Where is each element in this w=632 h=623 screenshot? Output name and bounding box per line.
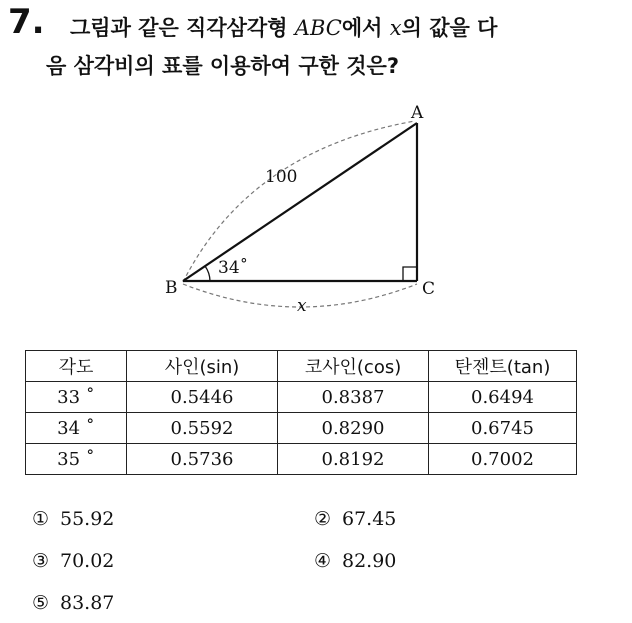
option-marker: ⑤ <box>32 592 50 614</box>
option-value: 70.02 <box>60 550 115 572</box>
option-value: 67.45 <box>342 508 397 530</box>
trig-ratio-table <box>25 350 577 475</box>
option-marker: ③ <box>32 550 50 572</box>
question-text-line2: 음 삼각비의 표를 이용하여 구한 것은? <box>46 54 400 78</box>
option-value: 55.92 <box>60 508 115 530</box>
table-row <box>26 382 577 413</box>
table-header-row <box>26 351 577 382</box>
question-text-mid: 에서 <box>341 16 390 40</box>
option-marker: ① <box>32 508 50 530</box>
table-cell: 0.8387 <box>278 382 429 413</box>
table-cell: 0.8290 <box>278 413 429 444</box>
table-header: 코사인(cos) <box>278 351 429 382</box>
triangle-name: ABC <box>294 16 342 40</box>
table-cell: 34 ˚ <box>26 413 127 444</box>
table-header: 각도 <box>26 351 127 382</box>
question-text-pre: 그림과 같은 직각삼각형 <box>70 16 295 40</box>
label-b: B <box>165 278 178 298</box>
table-row <box>26 444 577 475</box>
option-value: 82.90 <box>342 550 397 572</box>
variable-x: x <box>389 16 402 40</box>
base-label: x <box>297 296 307 316</box>
table-cell: 0.5736 <box>127 444 278 475</box>
angle-label: 34˚ <box>218 258 249 278</box>
option-5[interactable] <box>32 592 114 614</box>
label-a: A <box>411 103 424 123</box>
table-cell: 0.5446 <box>127 382 278 413</box>
table-cell: 33 ˚ <box>26 382 127 413</box>
table-cell: 0.8192 <box>278 444 429 475</box>
option-3[interactable] <box>32 550 114 572</box>
question-number: 7. <box>8 2 45 42</box>
option-marker: ④ <box>314 550 332 572</box>
table-cell: 0.5592 <box>127 413 278 444</box>
option-1[interactable] <box>32 508 114 530</box>
hypotenuse-label: 100 <box>265 167 298 187</box>
option-marker: ② <box>314 508 332 530</box>
label-c: C <box>422 279 436 299</box>
option-2[interactable] <box>314 508 396 530</box>
table-header: 탄젠트(tan) <box>429 351 577 382</box>
right-angle-marker <box>403 267 417 281</box>
question-text-post: 의 값을 다 <box>401 16 498 40</box>
table-cell: 0.6745 <box>429 413 577 444</box>
table-cell: 35 ˚ <box>26 444 127 475</box>
table-cell: 0.7002 <box>429 444 577 475</box>
table-row <box>26 413 577 444</box>
option-value: 83.87 <box>60 592 115 614</box>
table-cell: 0.6494 <box>429 382 577 413</box>
angle-arc-b <box>205 266 210 281</box>
table-header: 사인(sin) <box>127 351 278 382</box>
option-4[interactable] <box>314 550 396 572</box>
